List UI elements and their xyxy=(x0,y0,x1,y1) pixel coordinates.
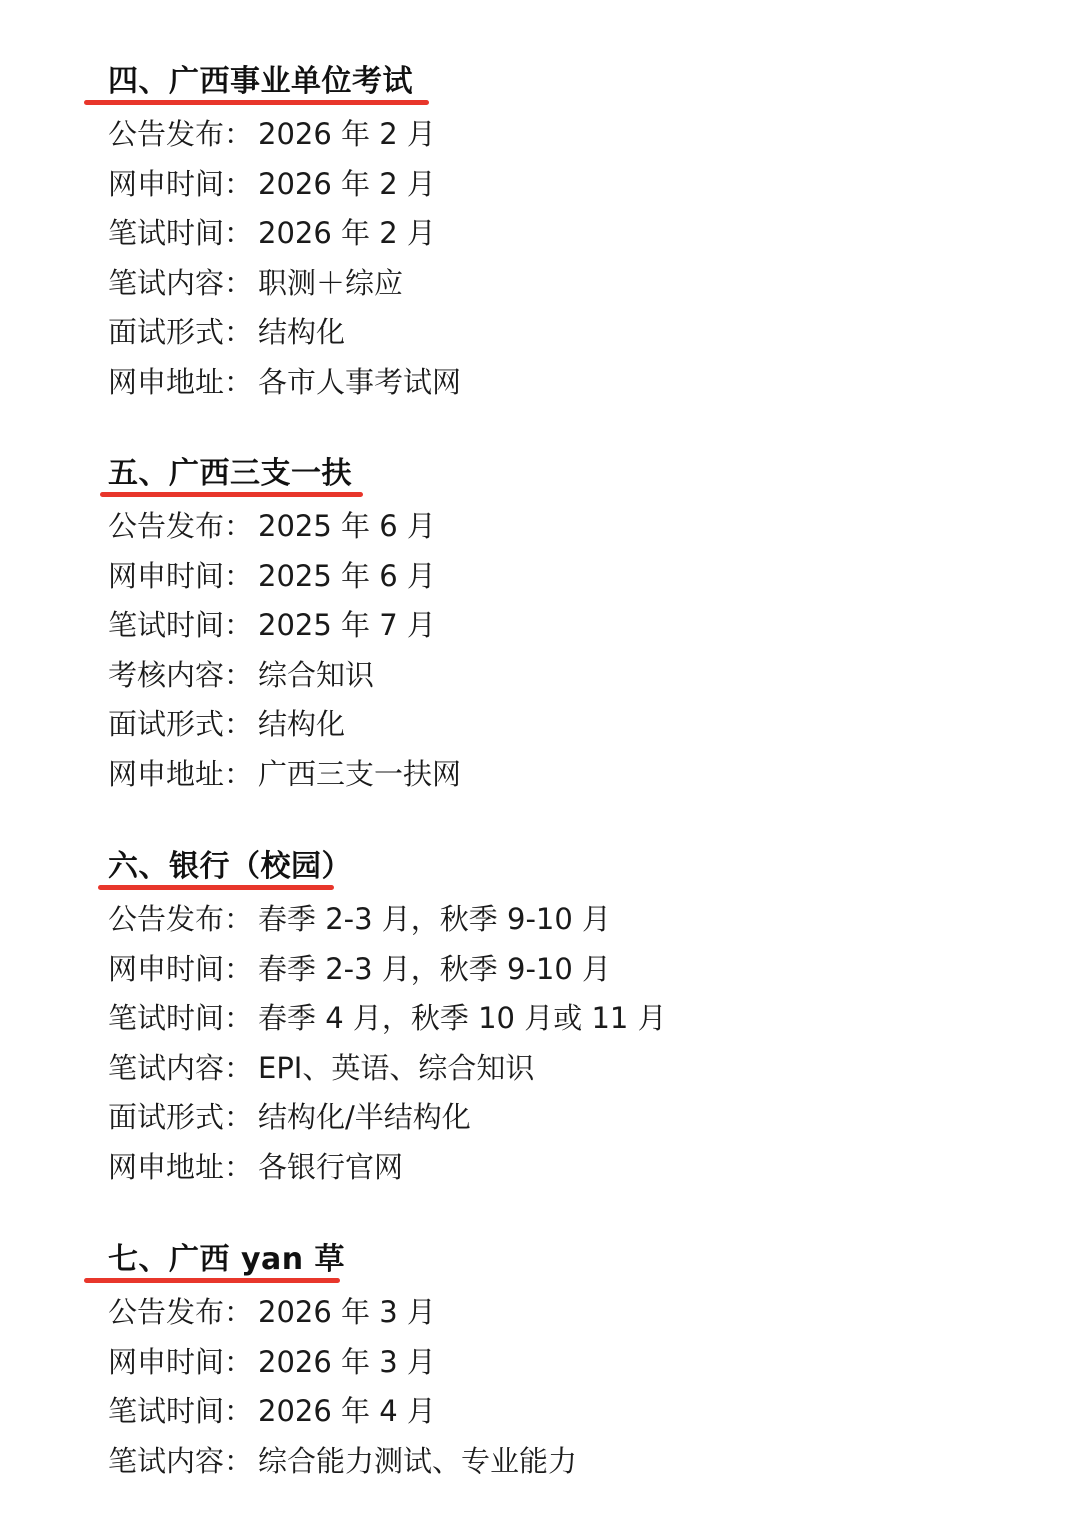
row-value: 2026 年 3 月 xyxy=(258,1295,436,1329)
info-row xyxy=(0,651,1080,701)
info-row xyxy=(0,700,1080,750)
red-underline-mark xyxy=(98,885,334,890)
row-label: 面试形式： xyxy=(108,707,254,741)
row-label: 网申时间： xyxy=(108,1344,254,1379)
info-row xyxy=(0,502,1080,552)
info-row xyxy=(0,160,1080,210)
row-label: 网申地址： xyxy=(108,1149,254,1184)
row-label: 网申时间： xyxy=(108,558,254,593)
row-value: 综合能力测试、专业能力 xyxy=(258,1443,578,1478)
row-value: 2026 年 2 月 xyxy=(258,216,436,250)
section-guangxi-three-supports xyxy=(0,454,1080,799)
info-list xyxy=(0,502,1080,799)
row-label: 网申地址： xyxy=(108,364,254,399)
row-value: 2026 年 2 月 xyxy=(258,166,436,201)
row-label: 公告发布： xyxy=(108,117,254,151)
row-label: 笔试时间： xyxy=(108,608,254,642)
info-row xyxy=(0,110,1080,160)
info-row xyxy=(0,750,1080,800)
row-value: 2026 年 4 月 xyxy=(258,1394,436,1428)
info-list xyxy=(0,110,1080,407)
info-row xyxy=(0,1387,1080,1437)
row-value: 职测＋综应 xyxy=(258,265,404,300)
row-label: 面试形式： xyxy=(108,315,254,349)
row-value: 结构化/半结构化 xyxy=(258,1100,471,1134)
section-heading xyxy=(0,847,1080,895)
row-label: 笔试内容： xyxy=(108,1443,254,1478)
row-value: 2025 年 6 月 xyxy=(258,558,436,593)
row-label: 网申地址： xyxy=(108,756,254,791)
info-row xyxy=(0,945,1080,995)
section-title: 六、银行（校园） xyxy=(108,849,352,884)
row-label: 公告发布： xyxy=(108,1295,254,1329)
row-value: EPI、英语、综合知识 xyxy=(258,1050,535,1085)
row-label: 面试形式： xyxy=(108,1100,254,1134)
info-list xyxy=(0,895,1080,1192)
red-underline-mark xyxy=(100,492,363,497)
red-underline-mark xyxy=(84,1278,340,1283)
row-label: 网申时间： xyxy=(108,166,254,201)
row-value: 结构化 xyxy=(258,315,346,349)
row-value: 结构化 xyxy=(258,707,346,741)
row-value: 广西三支一扶网 xyxy=(258,756,462,791)
row-value: 2025 年 6 月 xyxy=(258,509,436,543)
row-label: 公告发布： xyxy=(108,509,254,543)
row-label: 笔试时间： xyxy=(108,1394,254,1428)
row-value: 各银行官网 xyxy=(258,1149,404,1184)
section-title: 七、广西 yan 草 xyxy=(108,1242,346,1277)
info-row xyxy=(0,308,1080,358)
row-value: 2025 年 7 月 xyxy=(258,608,436,642)
row-label: 笔试时间： xyxy=(108,1001,254,1035)
row-label: 公告发布： xyxy=(108,902,254,936)
info-row xyxy=(0,1288,1080,1338)
row-value: 春季 2-3 月，秋季 9-10 月 xyxy=(258,902,612,936)
row-label: 笔试内容： xyxy=(108,265,254,300)
row-value: 各市人事考试网 xyxy=(258,364,462,399)
section-heading xyxy=(0,1240,1080,1288)
info-row xyxy=(0,895,1080,945)
row-label: 考核内容： xyxy=(108,657,254,692)
section-guangxi-public-institution xyxy=(0,62,1080,407)
info-list xyxy=(0,1288,1080,1486)
info-row xyxy=(0,1093,1080,1143)
row-value: 2026 年 3 月 xyxy=(258,1344,436,1379)
info-row xyxy=(0,358,1080,408)
info-row xyxy=(0,552,1080,602)
info-row xyxy=(0,259,1080,309)
info-row xyxy=(0,1143,1080,1193)
red-underline-mark xyxy=(84,100,429,105)
row-label: 笔试内容： xyxy=(108,1050,254,1085)
info-row xyxy=(0,209,1080,259)
info-row xyxy=(0,1338,1080,1388)
info-row xyxy=(0,601,1080,651)
section-title: 五、广西三支一扶 xyxy=(108,456,352,491)
row-value: 春季 4 月，秋季 10 月或 11 月 xyxy=(258,1001,667,1035)
section-title: 四、广西事业单位考试 xyxy=(108,64,413,99)
row-label: 网申时间： xyxy=(108,951,254,986)
row-label: 笔试时间： xyxy=(108,216,254,250)
section-guangxi-tobacco xyxy=(0,1240,1080,1486)
info-row xyxy=(0,994,1080,1044)
section-heading xyxy=(0,62,1080,110)
row-value: 2026 年 2 月 xyxy=(258,117,436,151)
row-value: 春季 2-3 月，秋季 9-10 月 xyxy=(258,951,612,986)
section-heading xyxy=(0,454,1080,502)
row-value: 综合知识 xyxy=(258,657,375,692)
info-row xyxy=(0,1044,1080,1094)
info-row xyxy=(0,1437,1080,1487)
section-bank-campus xyxy=(0,847,1080,1192)
